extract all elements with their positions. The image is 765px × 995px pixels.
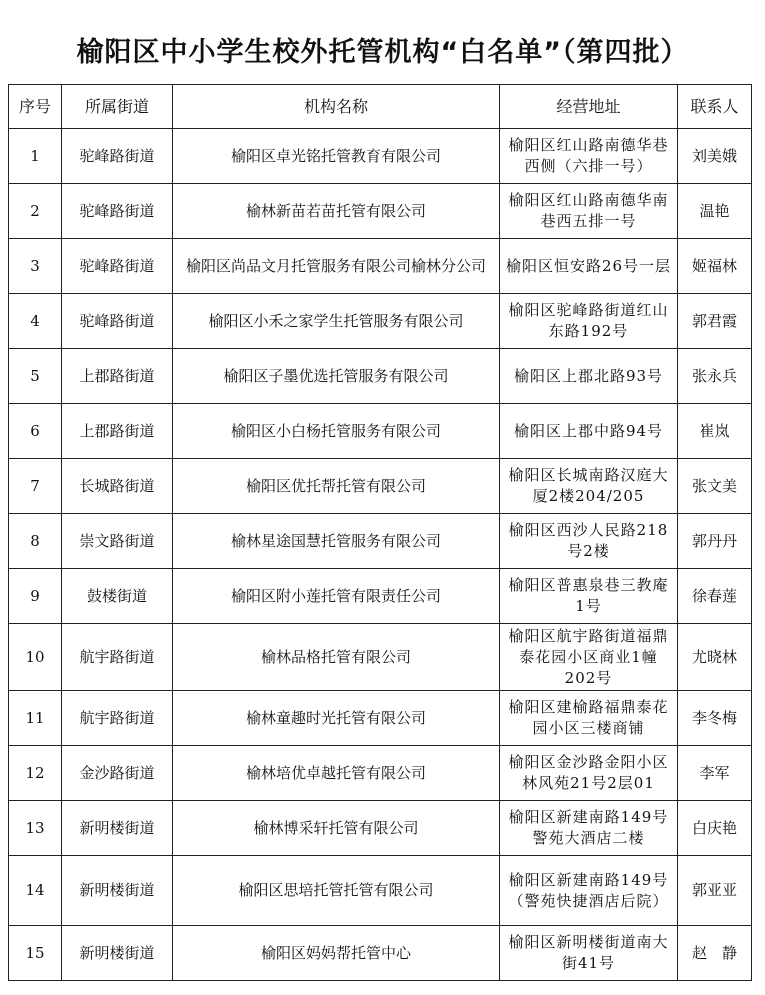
row-no: 12 xyxy=(9,746,62,801)
row-contact: 李军 xyxy=(678,746,752,801)
row-street: 驼峰路街道 xyxy=(62,184,173,239)
row-address: 榆阳区新明楼街道南大街41号 xyxy=(500,926,678,981)
table-row xyxy=(9,294,752,349)
table-row xyxy=(9,404,752,459)
row-no: 7 xyxy=(9,459,62,514)
row-contact: 郭亚亚 xyxy=(678,856,752,926)
row-address: 榆阳区新建南路149号警苑大酒店二楼 xyxy=(500,801,678,856)
table-row xyxy=(9,624,752,691)
table-row xyxy=(9,746,752,801)
table-row xyxy=(9,129,752,184)
row-street: 长城路街道 xyxy=(62,459,173,514)
header-address: 经营地址 xyxy=(500,85,678,129)
row-contact: 刘美娥 xyxy=(678,129,752,184)
row-no: 5 xyxy=(9,349,62,404)
row-address: 榆阳区西沙人民路218号2楼 xyxy=(500,514,678,569)
row-street: 航宇路街道 xyxy=(62,624,173,691)
header-name: 机构名称 xyxy=(173,85,500,129)
row-contact: 尤晓林 xyxy=(678,624,752,691)
row-street: 上郡路街道 xyxy=(62,349,173,404)
row-street: 上郡路街道 xyxy=(62,404,173,459)
table-row xyxy=(9,349,752,404)
row-no: 6 xyxy=(9,404,62,459)
row-address: 榆阳区金沙路金阳小区林风苑21号2层01 xyxy=(500,746,678,801)
row-street: 新明楼街道 xyxy=(62,856,173,926)
row-name: 榆阳区卓光铭托管教育有限公司 xyxy=(173,129,500,184)
row-address: 榆阳区新建南路149号（警苑快捷酒店后院） xyxy=(500,856,678,926)
row-street: 新明楼街道 xyxy=(62,801,173,856)
row-name: 榆阳区子墨优选托管服务有限公司 xyxy=(173,349,500,404)
row-street: 驼峰路街道 xyxy=(62,129,173,184)
row-contact: 姬福林 xyxy=(678,239,752,294)
row-contact: 温艳 xyxy=(678,184,752,239)
row-no: 9 xyxy=(9,569,62,624)
row-street: 新明楼街道 xyxy=(62,926,173,981)
row-address: 榆阳区建榆路福鼎泰花园小区三楼商铺 xyxy=(500,691,678,746)
row-no: 4 xyxy=(9,294,62,349)
row-name: 榆阳区小禾之家学生托管服务有限公司 xyxy=(173,294,500,349)
row-name: 榆阳区附小莲托管有限责任公司 xyxy=(173,569,500,624)
row-no: 10 xyxy=(9,624,62,691)
row-no: 14 xyxy=(9,856,62,926)
row-contact: 张文美 xyxy=(678,459,752,514)
row-no: 8 xyxy=(9,514,62,569)
table-row xyxy=(9,856,752,926)
header-street: 所属街道 xyxy=(62,85,173,129)
table-row xyxy=(9,801,752,856)
row-name: 榆阳区小白杨托管服务有限公司 xyxy=(173,404,500,459)
row-address: 榆阳区恒安路26号一层 xyxy=(500,239,678,294)
row-contact: 白庆艳 xyxy=(678,801,752,856)
row-address: 榆阳区上郡北路93号 xyxy=(500,349,678,404)
row-contact: 李冬梅 xyxy=(678,691,752,746)
row-street: 鼓楼街道 xyxy=(62,569,173,624)
table-row xyxy=(9,514,752,569)
table-row xyxy=(9,569,752,624)
row-street: 崇文路街道 xyxy=(62,514,173,569)
row-contact: 赵 静 xyxy=(678,926,752,981)
row-no: 15 xyxy=(9,926,62,981)
row-street: 金沙路街道 xyxy=(62,746,173,801)
row-name: 榆林新苗若苗托管有限公司 xyxy=(173,184,500,239)
row-street: 驼峰路街道 xyxy=(62,294,173,349)
table-row xyxy=(9,184,752,239)
row-address: 榆阳区驼峰路街道红山东路192号 xyxy=(500,294,678,349)
row-address: 榆阳区长城南路汉庭大厦2楼204/205 xyxy=(500,459,678,514)
page-title: 榆阳区中小学生校外托管机构“白名单”（第四批） xyxy=(76,37,689,68)
row-address: 榆阳区普惠泉巷三教庵1号 xyxy=(500,569,678,624)
table-row xyxy=(9,926,752,981)
row-no: 11 xyxy=(9,691,62,746)
table-header-row xyxy=(9,85,752,129)
row-contact: 郭君霞 xyxy=(678,294,752,349)
row-name: 榆阳区思培托管托管有限公司 xyxy=(173,856,500,926)
table-row xyxy=(9,459,752,514)
header-contact: 联系人 xyxy=(678,85,752,129)
row-street: 驼峰路街道 xyxy=(62,239,173,294)
row-no: 3 xyxy=(9,239,62,294)
row-address: 榆阳区上郡中路94号 xyxy=(500,404,678,459)
row-name: 榆林培优卓越托管有限公司 xyxy=(173,746,500,801)
row-contact: 张永兵 xyxy=(678,349,752,404)
row-name: 榆林童趣时光托管有限公司 xyxy=(173,691,500,746)
header-no: 序号 xyxy=(9,85,62,129)
table-row xyxy=(9,239,752,294)
row-name: 榆阳区优托帮托管有限公司 xyxy=(173,459,500,514)
row-address: 榆阳区航宇路街道福鼎泰花园小区商业1幢202号 xyxy=(500,624,678,691)
row-contact: 崔岚 xyxy=(678,404,752,459)
row-street: 航宇路街道 xyxy=(62,691,173,746)
row-name: 榆林星途国慧托管服务有限公司 xyxy=(173,514,500,569)
table-row xyxy=(9,691,752,746)
row-name: 榆阳区妈妈帮托管中心 xyxy=(173,926,500,981)
row-contact: 郭丹丹 xyxy=(678,514,752,569)
row-no: 13 xyxy=(9,801,62,856)
row-name: 榆阳区尚品文月托管服务有限公司榆林分公司 xyxy=(173,239,500,294)
row-no: 1 xyxy=(9,129,62,184)
row-address: 榆阳区红山路南德华巷西侧（六排一号） xyxy=(500,129,678,184)
row-address: 榆阳区红山路南德华南巷西五排一号 xyxy=(500,184,678,239)
row-no: 2 xyxy=(9,184,62,239)
whitelist-table xyxy=(8,84,752,981)
row-contact: 徐春莲 xyxy=(678,569,752,624)
row-name: 榆林品格托管有限公司 xyxy=(173,624,500,691)
row-name: 榆林博采轩托管有限公司 xyxy=(173,801,500,856)
